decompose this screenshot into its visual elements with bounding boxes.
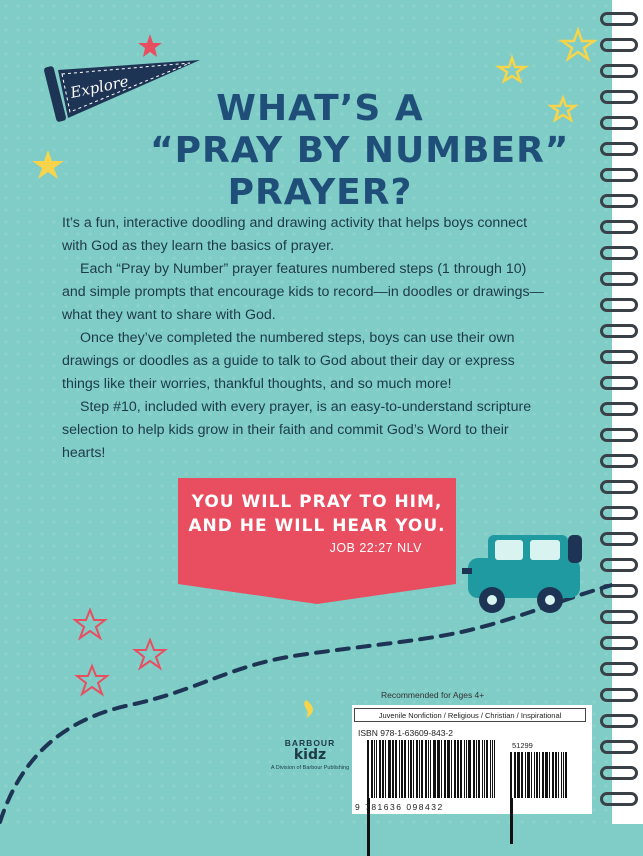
- paragraph: Step #10, included with every prayer, is an easy-to-understand scripture selection to help kids grow in their faith and commit God’s Word to their hearts!: [62, 399, 532, 461]
- barcode-bar: [476, 740, 477, 798]
- barcode-bar: [444, 740, 446, 798]
- barcode-bar: [468, 740, 471, 798]
- barcode-bar: [416, 740, 418, 798]
- barcode-bar: [392, 740, 394, 798]
- barcode-bar: [565, 752, 567, 798]
- barcode-bar: [531, 752, 532, 798]
- barcode-bar: [454, 740, 456, 798]
- barcode-bar: [484, 740, 485, 798]
- barcode-bar: [534, 752, 535, 798]
- star-icon: [77, 666, 107, 694]
- barcode-bar: [539, 752, 540, 798]
- barcode-bar: [374, 740, 375, 798]
- barcode-bar: [399, 740, 400, 798]
- star-icon: [32, 150, 64, 179]
- barcode-bar: [482, 740, 483, 798]
- publisher-brand: kidz: [293, 747, 327, 763]
- barcode-bar: [466, 740, 467, 798]
- barcode-bar: [413, 740, 414, 798]
- barcode-bar: [388, 740, 391, 798]
- barcode-bar: [379, 740, 381, 798]
- barcode-bar: [395, 740, 397, 798]
- barcode-bar: [514, 752, 516, 798]
- star-icon: [75, 610, 105, 638]
- publisher-division: A Division of Barbour Publishing: [270, 765, 350, 771]
- age-recommendation: Recommended for Ages 4+: [381, 690, 485, 700]
- title-line: WHAT’S A: [216, 88, 424, 129]
- barcode-bar: [457, 740, 459, 798]
- barcode-bar: [425, 740, 427, 798]
- barcode-bar: [494, 740, 495, 798]
- barcode-bar: [478, 740, 480, 798]
- barcode-bar: [492, 740, 493, 798]
- barcode-bar: [460, 740, 462, 798]
- barcode-bar: [563, 752, 564, 798]
- paragraph: It’s a fun, interactive doodling and drawing activity that helps boys connect with God as they learn the basics of prayer.: [62, 215, 528, 254]
- title-line: “PRAY BY NUMBER”: [150, 130, 570, 171]
- barcode-bar: [486, 740, 488, 798]
- paragraph: Once they’ve completed the numbered steps, boys can use their own drawings or doodles as a guide to talk to God about their day or express things like their worries, thankful thoughts, and so much more!: [62, 330, 515, 392]
- barcode-bar: [510, 798, 513, 844]
- verse-line: YOU WILL PRAY TO HIM,: [191, 492, 443, 512]
- star-icon: [562, 30, 594, 59]
- barcode-bar: [430, 740, 431, 798]
- barcode-bar: [542, 752, 544, 798]
- barcode-addon: [510, 752, 572, 798]
- barcode-bar: [382, 740, 384, 798]
- verse-banner-tail: [178, 584, 456, 604]
- barcode-bar: [408, 740, 409, 798]
- barcode-bar: [421, 740, 423, 798]
- barcode-bar: [433, 740, 436, 798]
- isbn-text: ISBN 978-1-63609-843-2: [358, 728, 453, 738]
- description: [62, 212, 552, 465]
- barcode-number: 9 781636 098432: [355, 802, 444, 812]
- star-icon: [138, 34, 162, 57]
- barcode-bar: [385, 740, 386, 798]
- paragraph: Each “Pray by Number” prayer features numbered steps (1 through 10) and simple prompts that encourage kids to record—in doodles or drawings—what they want to share with God.: [62, 261, 544, 323]
- page-title: [150, 88, 570, 214]
- barcode-bar: [376, 740, 377, 798]
- barcode-bar: [437, 740, 440, 798]
- barcode-bar: [558, 752, 559, 798]
- barcode-bar: [549, 752, 550, 798]
- price-code: 51299: [512, 741, 533, 750]
- barcode-bar: [464, 740, 465, 798]
- barcode-bar: [441, 740, 442, 798]
- title-line: PRAYER?: [227, 172, 413, 213]
- barcode-bar: [510, 752, 512, 798]
- barcode-bar: [536, 752, 538, 798]
- verse-line: AND HE WILL HEAR YOU.: [188, 516, 446, 536]
- barcode-main: [367, 740, 500, 798]
- barcode-bar: [555, 752, 557, 798]
- barbour-logo-icon: [304, 700, 313, 718]
- barcode-bar: [545, 752, 548, 798]
- pennant-label: Explore: [68, 72, 131, 102]
- category-label: Juvenile Nonfiction / Religious / Christian / Inspirational: [354, 708, 586, 722]
- barcode-bar: [561, 752, 562, 798]
- verse-reference: JOB 22:27 NLV: [329, 541, 422, 555]
- barcode-bar: [552, 752, 554, 798]
- barcode-bar: [490, 740, 491, 798]
- barcode-bar: [525, 752, 526, 798]
- barcode-bar: [517, 752, 520, 798]
- publisher-logo: [270, 720, 350, 771]
- barcode-bar: [428, 740, 429, 798]
- barcode-bar: [410, 740, 412, 798]
- star-icon: [499, 58, 525, 81]
- star-icon: [135, 640, 165, 668]
- publisher-name: BARBOUR: [284, 738, 336, 748]
- barcode-bar: [401, 740, 403, 798]
- barcode-bar: [521, 752, 523, 798]
- barcode-bar: [371, 740, 373, 798]
- barcode-bar: [527, 752, 530, 798]
- barcode-bar: [447, 740, 450, 798]
- barcode-bar: [451, 740, 452, 798]
- barcode-bar: [367, 740, 369, 798]
- barcode-bar: [419, 740, 420, 798]
- barcode-bar: [404, 740, 406, 798]
- barcode-bar: [473, 740, 475, 798]
- scripture-banner: [178, 478, 456, 584]
- star-icon: [551, 98, 575, 120]
